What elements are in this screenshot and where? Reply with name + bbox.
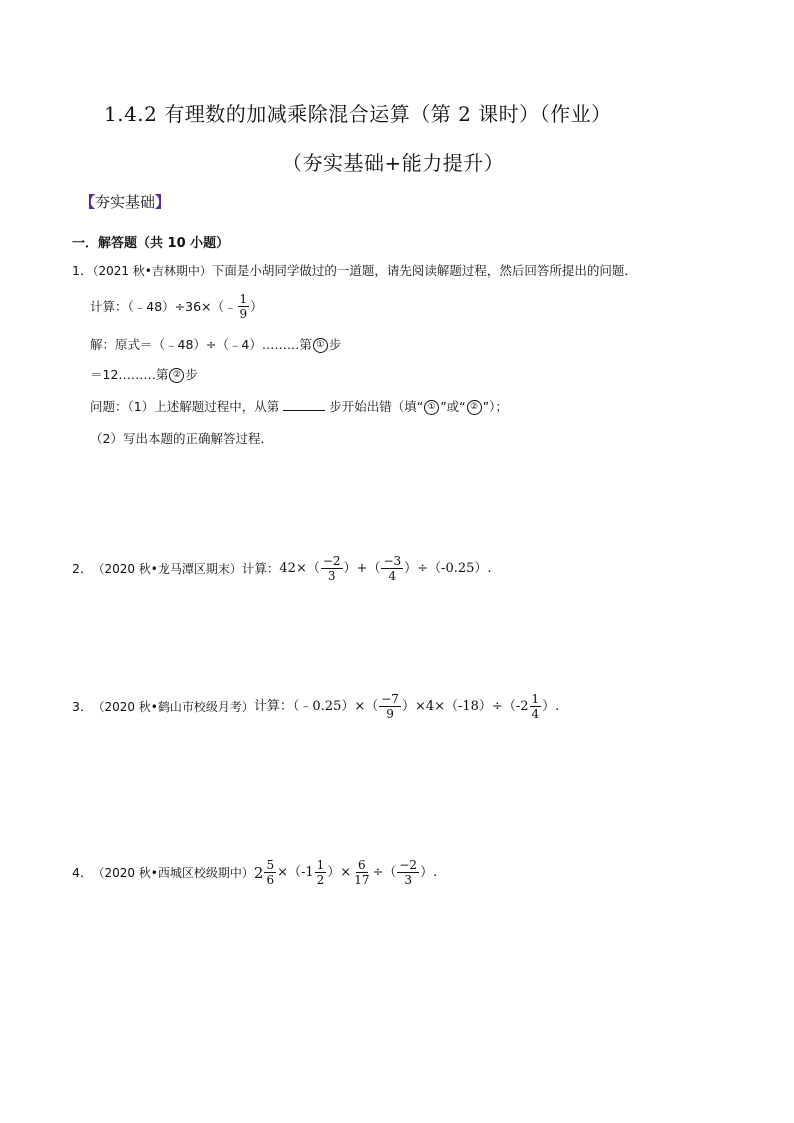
calc-label: 计算：	[241, 560, 280, 576]
fraction-numerator: 1	[239, 292, 248, 306]
mixed-whole: 2	[253, 863, 264, 882]
fraction-numerator: 5	[266, 858, 275, 872]
solution-text: ＝12………第	[90, 367, 169, 382]
step-marker: ②	[169, 368, 184, 383]
sub-question-text: ”）；	[482, 399, 508, 414]
fraction-denominator: 4	[388, 569, 397, 583]
page-subtitle: （夯实基础+能力提升）	[282, 151, 505, 175]
section-bracket-open: 【	[80, 193, 96, 211]
fraction	[352, 858, 371, 887]
question-source: （2021 秋•吉林期中）	[92, 264, 212, 278]
math-expression	[279, 554, 491, 583]
expr-part: 计算：（﹣0.25）×（	[253, 698, 379, 714]
expr-part: ×（-1	[277, 864, 314, 880]
solution-step-2	[90, 366, 198, 384]
fraction-denominator: 2	[316, 873, 325, 887]
sub-question-text: ”或“	[440, 399, 466, 414]
sub-question-text: 步开始出错（填“	[329, 399, 424, 414]
fraction-denominator: 9	[386, 707, 394, 721]
option-marker: ①	[424, 400, 439, 415]
step-suffix: 步	[185, 367, 198, 382]
question-source: （2020 秋•鹤山市校级月考）	[92, 699, 254, 714]
expr-part: 42×（	[279, 560, 320, 576]
fraction-numerator: 6	[358, 858, 366, 872]
fraction-numerator: −3	[383, 554, 402, 568]
calc-expression: 计算：（﹣48）÷36×（﹣	[90, 298, 237, 314]
fraction-denominator: 3	[404, 873, 413, 887]
solution-text: 解：原式＝（﹣48）÷（﹣4）………第	[90, 337, 312, 352]
step-marker: ①	[313, 338, 328, 353]
question-number: 4．	[72, 864, 93, 880]
question-3	[72, 692, 559, 721]
fraction-denominator: 17	[354, 873, 370, 887]
part-heading: 一．解答题（共 10 小题）	[72, 236, 230, 251]
fraction-numerator: −2	[322, 554, 341, 568]
fraction-numerator: 1	[316, 858, 325, 872]
section-label-text: 夯实基础	[95, 193, 156, 211]
step-suffix: 步	[328, 337, 342, 352]
page-title: 1.4.2 有理数的加减乘除混合运算（第 2 课时）（作业）	[104, 102, 612, 126]
expr-part: ）×	[327, 864, 352, 880]
question-number: 3．	[72, 698, 93, 714]
expr-part: ÷（	[372, 864, 397, 880]
calc-close: ）	[250, 298, 263, 314]
fraction	[397, 858, 419, 887]
expr-part: ）+（	[343, 560, 381, 576]
fraction-denominator: 9	[239, 307, 248, 321]
question-1-header	[72, 262, 637, 280]
fraction-denominator: 3	[327, 569, 336, 583]
fraction-denominator: 4	[531, 707, 540, 721]
math-expression	[254, 858, 437, 887]
expr-part: ）÷（-0.25）.	[404, 560, 492, 576]
sub-question-text: 问题：（1）上述解题过程中，从第	[90, 399, 280, 414]
fraction-numerator: −2	[399, 858, 418, 872]
question-number: 2．	[72, 560, 93, 576]
question-number: 1．	[72, 263, 93, 278]
fraction	[315, 858, 327, 887]
question-prompt: 下面是小胡同学做过的一道题，请先阅读解题过程，然后回答所提出的问题．	[211, 263, 637, 278]
question-source: （2020 秋•龙马潭区期末）	[92, 561, 242, 576]
fraction	[238, 292, 250, 321]
fraction	[381, 554, 403, 583]
section-label	[80, 191, 170, 212]
fraction	[379, 692, 401, 721]
option-marker: ②	[467, 400, 482, 415]
fraction	[264, 858, 276, 887]
question-source: （2020 秋•西城区校级期中）	[92, 865, 254, 880]
math-expression	[254, 692, 559, 721]
sub-question-2: （2）写出本题的正确解答过程．	[90, 431, 273, 446]
expr-part: ）.	[542, 698, 560, 714]
question-1-calc	[90, 292, 263, 321]
fraction-numerator: −7	[381, 692, 399, 706]
answer-blank[interactable]	[283, 398, 325, 411]
expr-part: ）×4×（-18）÷（-2	[401, 698, 529, 714]
fraction-numerator: 1	[531, 692, 540, 706]
expr-part: ）.	[420, 864, 438, 880]
solution-step-1	[90, 336, 341, 354]
fraction	[530, 692, 542, 721]
section-bracket-close: 】	[155, 193, 171, 211]
fraction	[321, 554, 343, 583]
fraction-denominator: 6	[266, 873, 275, 887]
question-4	[72, 858, 437, 887]
question-2	[72, 554, 492, 583]
sub-question-1	[90, 398, 508, 416]
